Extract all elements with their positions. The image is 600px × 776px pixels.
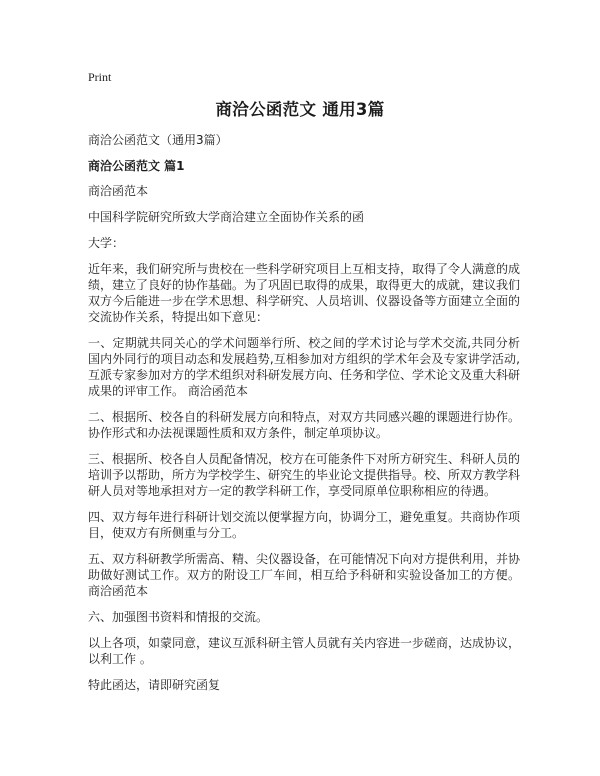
- paragraph-item-2: 二、根据所、校各自的科研发展方向和特点，对双方共同感兴趣的课题进行协作。协作形式和办法视课题性质和双方条件，制定单项协议。: [88, 410, 521, 441]
- paragraph-proposal: 以上各项，如蒙同意，建议互派科研主管人员就有关内容进一步磋商，达成协议，以利工作 。: [88, 635, 521, 667]
- document-body: [88, 132, 520, 702]
- paragraph-letter-title: 中国科学院研究所致大学商洽建立全面协作关系的函: [88, 210, 365, 225]
- paragraph-item-3: 三、根据所、校各自人员配备情况，校方在可能条件下对所方研究生、科研人员的培训予以帮助，所方为学校学生、研究生的毕业论文提供指导。校、所双方教学科研人员对等地承担对方一定的教学科研工作，享受同原单位职称相应的待遇。: [88, 452, 521, 499]
- paragraph-item-1: 一、定期就共同关心的学术问题举行所、校之间的学术讨论与学术交流,共同分析国内外同行的项目动态和发展趋势,互相参加对方组织的学术年会及专家讲学活动,互派专家参加对方的学术组织对科研发展方向、任务和学位、学术论文及重大科研成果的评审工作。 商洽函范本: [88, 335, 521, 399]
- paragraph-item-4: 四、双方每年进行科研计划交流以便掌握方向，协调分工，避免重复。共商协作项目，使双方有所侧重与分工。: [88, 510, 521, 541]
- paragraph-item-5: 五、双方科研教学所需高、精、尖仪器设备，在可能情况下向对方提供利用，并协助做好测试工作。双方的附设工厂车间，相互给予科研和实验设备加工的方便。 商洽函范本: [88, 552, 521, 599]
- paragraph-item-6: 六、加强图书资料和情报的交流。: [88, 610, 269, 625]
- section-heading: 商洽公函范文 篇1: [88, 158, 185, 173]
- paragraph-intro: 近年来，我们研究所与贵校在一些科学研究项目上互相支持，取得了令人满意的成绩，建立了良好的协作基础。为了巩固已取得的成果，取得更大的成就，建议我们双方今后能进一步在学术思想、科学研究、人员培训、仪器设备等方面建立全面的交流协作关系，特提出如下意见：: [88, 261, 521, 325]
- print-link[interactable]: Print: [88, 70, 112, 84]
- document-subtitle: 商洽公函范文（通用3篇）: [88, 133, 228, 147]
- paragraph-salutation: 大学：: [88, 235, 125, 250]
- page-title: 商洽公函范文 通用3篇: [215, 100, 385, 119]
- paragraph-closing: 特此函达，请即研究函复: [88, 677, 221, 692]
- paragraph-label: 商洽函范本: [88, 184, 149, 199]
